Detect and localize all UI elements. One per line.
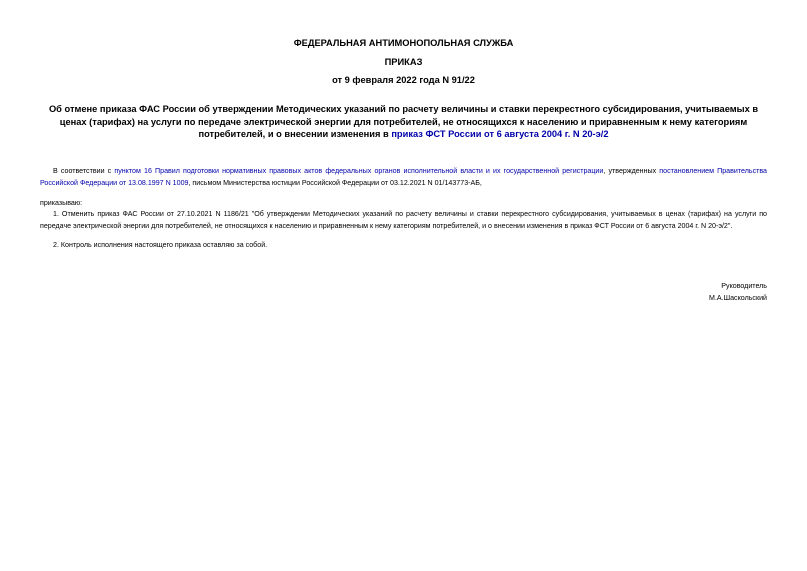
signature-name: М.А.Шаскольский: [709, 293, 767, 302]
preamble-text-2: , утвержденных: [603, 167, 660, 175]
document-title: [40, 103, 767, 141]
preamble-paragraph: [40, 166, 767, 189]
preamble-text-3: , письмом Министерства юстиции Российской Федерации от 03.12.2021 N 01/143773-АБ,: [188, 178, 482, 187]
title-link[interactable]: приказ ФСТ России от 6 августа 2004 г. N 20-э/2: [391, 129, 609, 139]
title-text: Об отмене приказа ФАС России об утверждении Методических указаний по расчету величины и ставки перекрестного субсидирования, учитываемых в ценах (тарифах) на услуги по передаче электрической энергии для потребителей, не относящихся к населению и приравненным к нему категориям потребителей, и о внесении изменения в: [48, 104, 759, 139]
agency-name: ФЕДЕРАЛЬНАЯ АНТИМОНОПОЛЬНАЯ СЛУЖБА: [293, 38, 514, 48]
signature-block: [709, 281, 767, 304]
order-word: приказываю:: [40, 199, 83, 207]
order-item-2: 2. Контроль исполнения настоящего приказа оставляю за собой.: [53, 241, 268, 249]
preamble-link-rules[interactable]: пунктом 16 Правил подготовки нормативных правовых актов федеральных органов исполнительной власти и их государственной регистрации: [114, 167, 604, 175]
document-date-number: от 9 февраля 2022 года N 91/22: [332, 75, 475, 85]
order-item-1: 1. Отменить приказ ФАС России от 27.10.2021 N 1186/21 "Об утверждении Методических указаний по расчету величины и ставки перекрестного субсидирования, учитываемых в ценах (тарифах) на услуги по передаче электрической энергии для потребителей, не относящихся к населению и приравненным к нему категориям потребителей, и о внесении изменения в приказ ФСТ России от 6 августа 2004 г. N 20-э/2".: [40, 210, 767, 230]
signature-position: Руководитель: [721, 282, 767, 290]
preamble-link-resolution[interactable]: постановлением Правительства Российской Федерации от 13.08.1997 N 1009: [40, 167, 768, 187]
preamble-text-1: В соответствии с: [53, 167, 115, 175]
document-type: ПРИКАЗ: [384, 57, 423, 67]
